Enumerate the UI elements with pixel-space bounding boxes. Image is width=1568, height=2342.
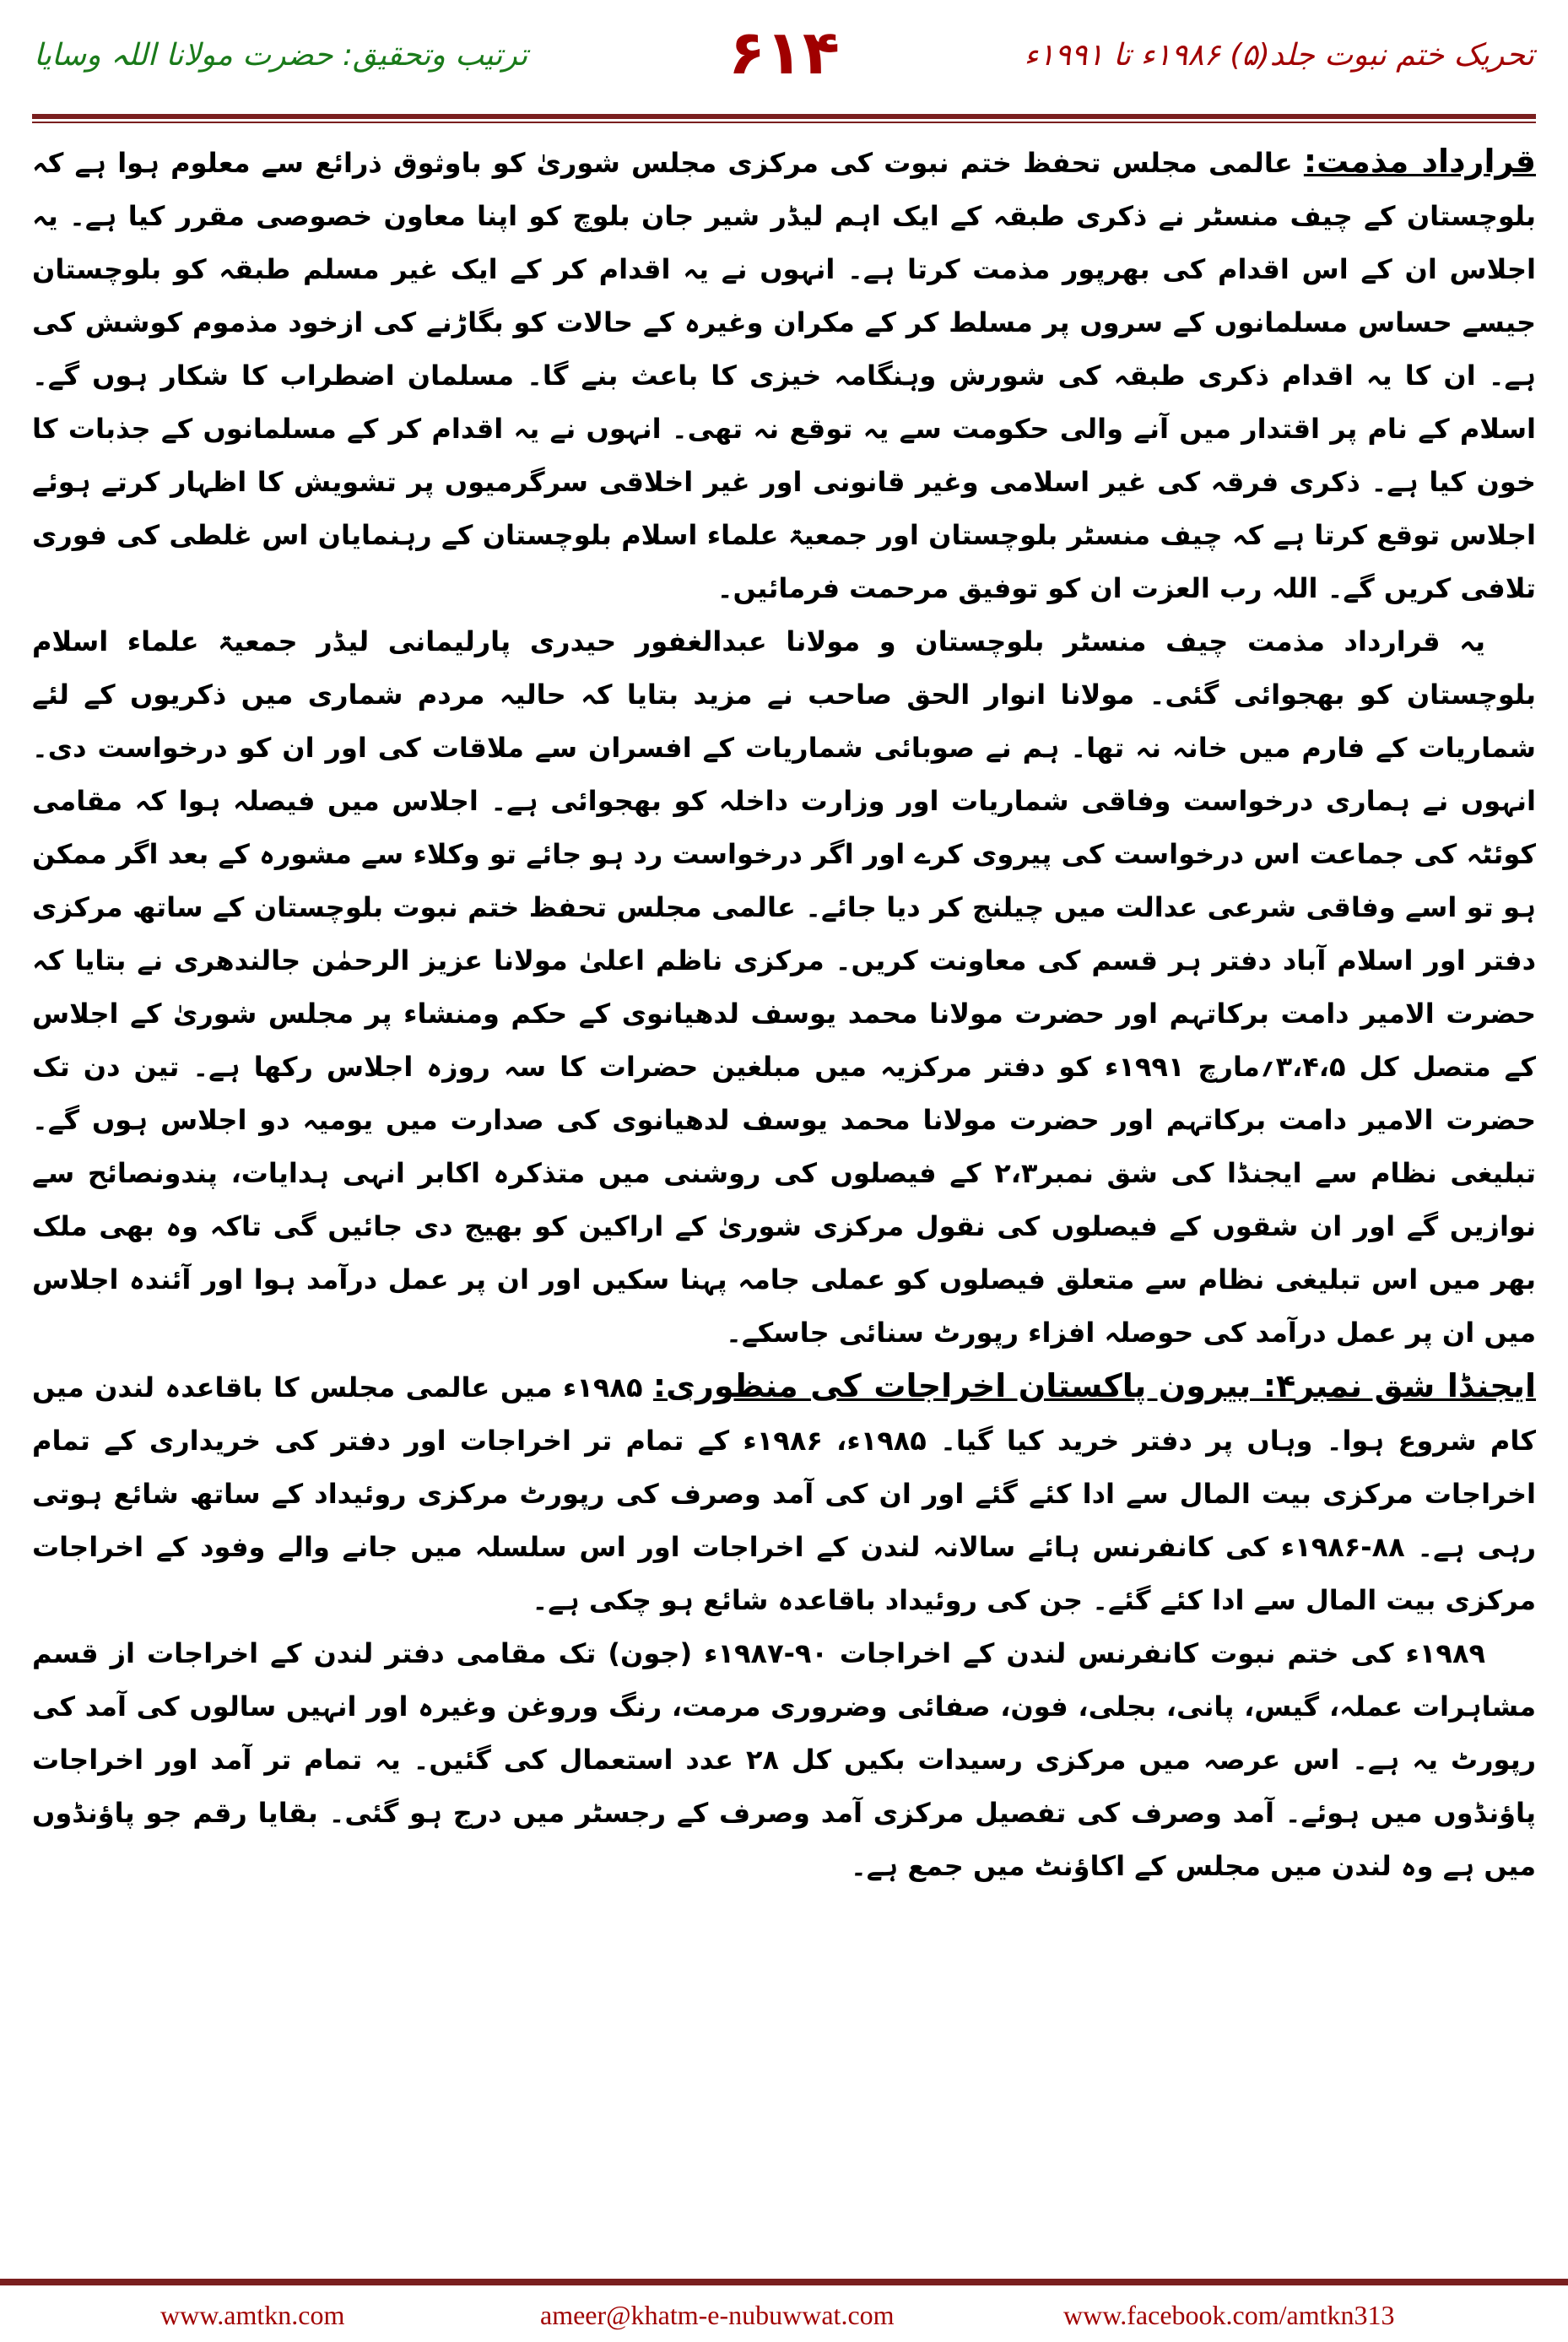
heading-resolution: قرارداد مذمت: <box>1303 143 1537 180</box>
page-body <box>32 135 1536 1893</box>
heading-agenda-4: ایجنڈا شق نمبر۴: بیرون پاکستان اخراجات کی منظوری: <box>652 1367 1537 1404</box>
footer-divider <box>0 2279 1568 2285</box>
paragraph-1-text: عالمی مجلس تحفظ ختم نبوت کی مرکزی مجلس شوریٰ کو باوثوق ذرائع سے معلوم ہوا ہے کہ بلوچستان کے چیف منسٹر نے ذکری طبقہ کے ایک اہم لیڈر شیر جان بلوچ کو اپنا معاون خصوصی مقرر کیا ہے۔ یہ اجلاس ان کے اس اقدام کی بھرپور مذمت کرتا ہے۔ انہوں نے یہ اقدام کر کے ایک غیر مسلم طبقہ کو بلوچستان جیسے حساس مسلمانوں کے سروں پر مسلط کر کے مکران وغیرہ کے حالات کو بگاڑنے کی ازخود مذموم کوشش کی ہے۔ ان کا یہ اقدام ذکری طبقہ کی شورش وہنگامہ خیزی کا باعث بنے گا۔ مسلمان اضطراب کا شکار ہوں گے۔ اسلام کے نام پر اقتدار میں آنے والی حکومت سے یہ توقع نہ تھی۔ انہوں نے یہ اقدام کر کے مسلمانوں کے جذبات کا خون کیا ہے۔ ذکری فرقہ کی غیر اسلامی وغیر قانونی اور غیر اخلاقی سرگرمیوں پر تشویش کا اظہار کرتے ہوئے اجلاس توقع کرتا ہے کہ چیف منسٹر بلوچستان اور جمعیۃ علماء اسلام بلوچستان کے رہنمایان اس غلطی کی فوری تلافی کریں گے۔ اللہ رب العزت ان کو توفیق مرحمت فرمائیں۔ <box>32 147 1536 604</box>
page-number: ۶۱۴ <box>728 17 840 88</box>
footer-facebook-link[interactable]: www.facebook.com/amtkn313 <box>1063 2300 1395 2330</box>
header-divider <box>32 114 1536 119</box>
paragraph-3-text: ۱۹۸۵ء میں عالمی مجلس کا باقاعدہ لندن میں کام شروع ہوا۔ وہاں پر دفتر خرید کیا گیا۔ ۱۹۸۵ء، ۱۹۸۶ء کے تمام تر اخراجات اور دفتر کی خریداری کے تمام اخراجات مرکزی بیت المال سے ادا کئے گئے اور ان کی آمد وصرف کی رپورٹ مرکزی روئیداد کے ساتھ شائع ہوتی رہی ہے۔ ۸۸-۱۹۸۶ء کی کانفرنس ہائے سالانہ لندن کے اخراجات اور اس سلسلہ میں جانے والے وفود کے اخراجات مرکزی بیت المال سے ادا کئے گئے۔ جن کی روئیداد باقاعدہ شائع ہو چکی ہے۔ <box>32 1371 1537 1616</box>
paragraph-4: ۱۹۸۹ء کی ختم نبوت کانفرنس لندن کے اخراجات ۹۰-۱۹۸۷ء (جون) تک مقامی دفتر لندن کے اخراجات از قسم مشاہرات عملہ، گیس، پانی، بجلی، فون، صفائی وضروری مرمت، رنگ وروغن وغیرہ اور انہیں سالوں کی آمد کی رپورٹ یہ ہے۔ اس عرصہ میں مرکزی رسیدات بکیں کل ۲۸ عدد استعمال کی گئیں۔ یہ تمام تر آمد اور اخراجات پاؤنڈوں میں ہوئے۔ آمد وصرف کی تفصیل مرکزی آمد وصرف کے رجسٹر میں درج ہو گئی۔ بقایا رقم جو پاؤنڈوں میں ہے وہ لندن میں مجلس کے اکاؤنٹ میں جمع ہے۔ <box>32 1637 1537 1882</box>
header-compiler: ترتیب وتحقیق: حضرت مولانا اللہ وسایا <box>34 38 528 73</box>
paragraph-resolution <box>32 135 1536 615</box>
page-footer <box>0 2279 1568 2342</box>
footer-website-link[interactable]: www.amtkn.com <box>160 2300 345 2330</box>
footer-email-link[interactable]: ameer@khatm-e-nubuwwat.com <box>540 2300 895 2330</box>
paragraph-agenda <box>32 1360 1536 1627</box>
page-header <box>0 0 1568 127</box>
header-divider-thin <box>32 122 1536 123</box>
header-book-title: تحریک ختم نبوت جلد(۵) ۱۹۸۶ء تا ۱۹۹۱ء <box>1024 38 1534 73</box>
paragraph-2: یہ قرارداد مذمت چیف منسٹر بلوچستان و مولانا عبدالغفور حیدری پارلیمانی لیڈر جمعیۃ علماء اسلام بلوچستان کو بھجوائی گئی۔ مولانا انوار الحق صاحب نے مزید بتایا کہ حالیہ مردم شماری میں ذکریوں کے لئے شماریات کے فارم میں خانہ نہ تھا۔ ہم نے صوبائی شماریات کے افسران سے ملاقات کی اور ان کو درخواست دی۔ انہوں نے ہماری درخواست وفاقی شماریات اور وزارت داخلہ کو بھجوائی ہے۔ اجلاس میں فیصلہ ہوا کہ مقامی کوئٹہ کی جماعت اس درخواست کی پیروی کرے اور اگر درخواست رد ہو جائے تو وکلاء سے مشورہ کے بعد اگر ممکن ہو تو اسے وفاقی شرعی عدالت میں چیلنج کر دیا جائے۔ عالمی مجلس تحفظ ختم نبوت بلوچستان کے ساتھ مرکزی دفتر اور اسلام آباد دفتر ہر قسم کی معاونت کریں۔ مرکزی ناظم اعلیٰ مولانا عزیز الرحمٰن جالندھری نے بتایا کہ حضرت الامیر دامت برکاتہم اور حضرت مولانا محمد یوسف لدھیانوی کے حکم ومنشاء پر مجلس شوریٰ کے اجلاس کے متصل کل ۳،۴،۵؍مارچ ۱۹۹۱ء کو دفتر مرکزیہ میں مبلغین حضرات کا سہ روزہ اجلاس رکھا ہے۔ تین دن تک حضرت الامیر دامت برکاتہم اور حضرت مولانا محمد یوسف لدھیانوی کی صدارت میں یومیہ دو اجلاس ہوں گے۔ تبلیغی نظام سے ایجنڈا کی شق نمبر۲،۳ کے فیصلوں کی روشنی میں متذکرہ اکابر انہی ہدایات، پندونصائح سے نوازیں گے اور ان شقوں کے فیصلوں کی نقول مرکزی شوریٰ کے اراکین کو بھیج دی جائیں گی تاکہ وہ بھی ملک بھر میں اس تبلیغی نظام سے متعلق فیصلوں کو عملی جامہ پہنا سکیں اور ان پر عمل درآمد ہوا اور آئندہ اجلاس میں ان پر عمل درآمد کی حوصلہ افزاء رپورٹ سنائی جاسکے۔ <box>32 625 1537 1349</box>
